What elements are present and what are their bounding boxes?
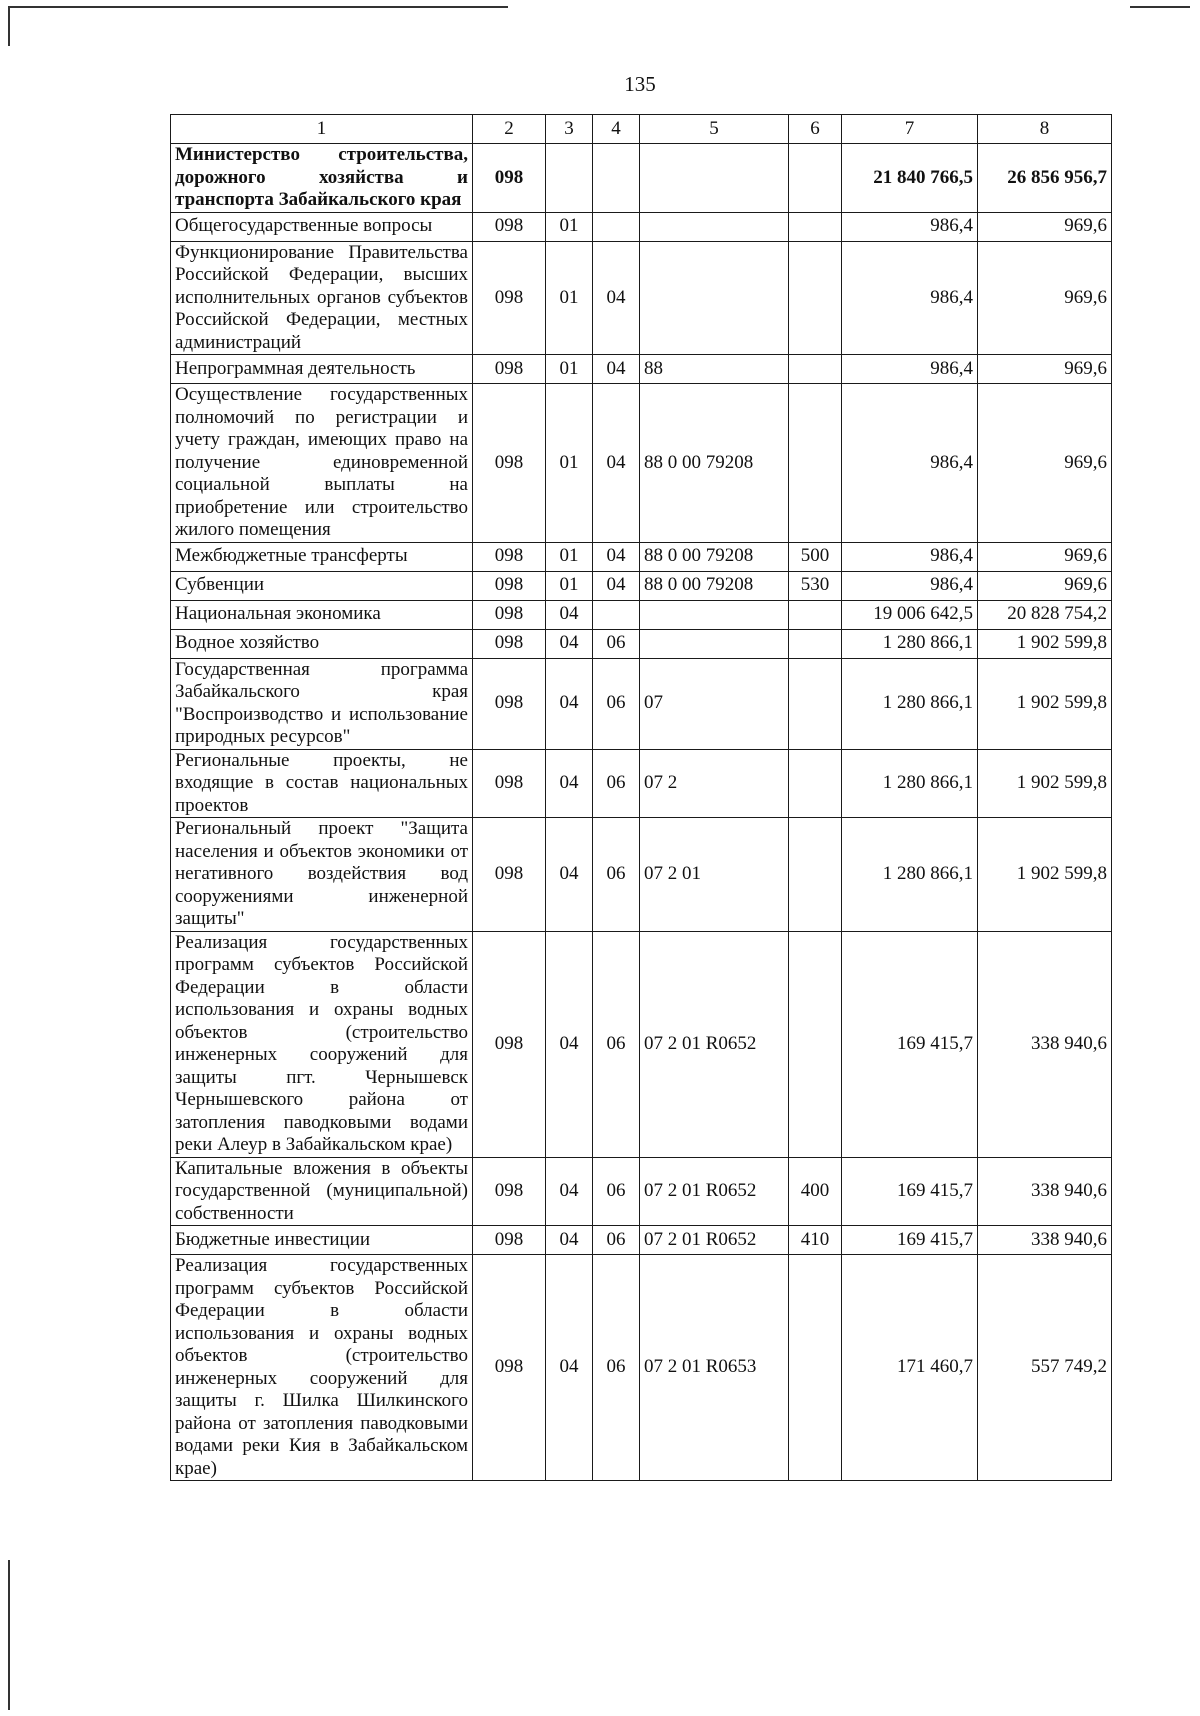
expense-type-cell: 500 [789,542,842,571]
program-code-cell: 07 2 01 R0652 [640,1226,789,1255]
amount-col7-cell: 1 280 866,1 [842,749,978,818]
scan-border-left [8,6,10,46]
col3-cell: 01 [546,571,593,600]
col2-cell: 098 [473,629,546,658]
table-row [171,600,1112,629]
col4-cell: 04 [593,542,640,571]
col4-cell: 04 [593,571,640,600]
table-row [171,384,1112,543]
amount-col7-cell: 986,4 [842,571,978,600]
amount-col7-cell: 986,4 [842,384,978,543]
column-header-6: 6 [789,115,842,144]
row-name-cell: Непрограммная деятельность [171,355,473,384]
column-header-2: 2 [473,115,546,144]
scan-border-top-right [1130,6,1190,8]
program-code-cell: 07 2 01 R0652 [640,931,789,1157]
budget-table [170,114,1112,1481]
col4-cell: 06 [593,1157,640,1226]
row-name-cell: Общегосударственные вопросы [171,212,473,241]
expense-type-cell [789,355,842,384]
col4-cell: 06 [593,818,640,932]
amount-col7-cell: 1 280 866,1 [842,818,978,932]
scan-border-left-bottom [8,1560,10,1710]
col3-cell: 04 [546,749,593,818]
amount-col7-cell: 986,4 [842,241,978,355]
expense-type-cell [789,658,842,749]
program-code-cell: 88 0 00 79208 [640,542,789,571]
col3-cell: 04 [546,1157,593,1226]
column-header-3: 3 [546,115,593,144]
program-code-cell: 07 2 [640,749,789,818]
amount-col8-cell: 969,6 [978,571,1112,600]
table-row [171,241,1112,355]
amount-col7-cell: 1 280 866,1 [842,658,978,749]
column-header-5: 5 [640,115,789,144]
col2-cell: 098 [473,384,546,543]
row-name-cell: Водное хозяйство [171,629,473,658]
col2-cell: 098 [473,600,546,629]
program-code-cell [640,241,789,355]
amount-col7-cell: 986,4 [842,355,978,384]
amount-col8-cell: 20 828 754,2 [978,600,1112,629]
col2-cell: 098 [473,1255,546,1481]
amount-col8-cell: 1 902 599,8 [978,749,1112,818]
program-code-cell: 88 [640,355,789,384]
program-code-cell: 88 0 00 79208 [640,384,789,543]
col2-cell: 098 [473,749,546,818]
col2-cell: 098 [473,658,546,749]
col4-cell: 04 [593,355,640,384]
table-row [171,1226,1112,1255]
col4-cell: 06 [593,749,640,818]
table-row [171,629,1112,658]
row-name-cell: Капитальные вложения в объекты государственной (муниципальной) собственности [171,1157,473,1226]
table-row [171,818,1112,932]
table-row [171,571,1112,600]
program-code-cell [640,144,789,213]
expense-type-cell [789,629,842,658]
row-name-cell: Бюджетные инвестиции [171,1226,473,1255]
expense-type-cell: 530 [789,571,842,600]
program-code-cell: 88 0 00 79208 [640,571,789,600]
col3-cell: 04 [546,600,593,629]
row-name-cell: Министерство строительства, дорожного хозяйства и транспорта Забайкальского края [171,144,473,213]
expense-type-cell [789,600,842,629]
col2-cell: 098 [473,1226,546,1255]
col4-cell: 06 [593,629,640,658]
expense-type-cell [789,384,842,543]
program-code-cell: 07 2 01 [640,818,789,932]
col4-cell: 06 [593,1255,640,1481]
amount-col8-cell: 338 940,6 [978,1226,1112,1255]
col2-cell: 098 [473,571,546,600]
expense-type-cell [789,241,842,355]
table-row [171,658,1112,749]
expense-type-cell [789,818,842,932]
expense-type-cell [789,212,842,241]
amount-col7-cell: 169 415,7 [842,931,978,1157]
amount-col7-cell: 19 006 642,5 [842,600,978,629]
row-name-cell: Функционирование Правительства Российской Федерации, высших исполнительных органов субъектов Российской Федерации, местных администраций [171,241,473,355]
program-code-cell: 07 2 01 R0652 [640,1157,789,1226]
col3-cell: 04 [546,658,593,749]
col4-cell: 04 [593,384,640,543]
row-name-cell: Национальная экономика [171,600,473,629]
row-name-cell: Межбюджетные трансферты [171,542,473,571]
col2-cell: 098 [473,144,546,213]
row-name-cell: Региональные проекты, не входящие в состав национальных проектов [171,749,473,818]
col4-cell [593,144,640,213]
expense-type-cell: 400 [789,1157,842,1226]
expense-type-cell [789,1255,842,1481]
col3-cell: 04 [546,1255,593,1481]
table-row [171,749,1112,818]
table-row [171,1255,1112,1481]
col3-cell: 04 [546,818,593,932]
amount-col7-cell: 986,4 [842,212,978,241]
amount-col8-cell: 1 902 599,8 [978,658,1112,749]
table-row [171,1157,1112,1226]
table-body [171,144,1112,1481]
row-name-cell: Региональный проект "Защита населения и объектов экономики от негативного воздействия вод сооружениями инженерной защиты" [171,818,473,932]
row-name-cell: Субвенции [171,571,473,600]
amount-col8-cell: 1 902 599,8 [978,818,1112,932]
amount-col8-cell: 557 749,2 [978,1255,1112,1481]
col2-cell: 098 [473,1157,546,1226]
amount-col7-cell: 169 415,7 [842,1157,978,1226]
col4-cell: 06 [593,931,640,1157]
col3-cell: 01 [546,542,593,571]
amount-col7-cell: 171 460,7 [842,1255,978,1481]
row-name-cell: Реализация государственных программ субъектов Российской Федерации в области использования и охраны водных объектов (строительство инженерных сооружений для защиты г. Шилка Шилкинского района от затопления паводковыми водами реки Кия в Забайкальском крае) [171,1255,473,1481]
amount-col8-cell: 338 940,6 [978,931,1112,1157]
col3-cell: 01 [546,384,593,543]
amount-col7-cell: 1 280 866,1 [842,629,978,658]
col4-cell: 06 [593,658,640,749]
col3-cell: 04 [546,931,593,1157]
amount-col7-cell: 986,4 [842,542,978,571]
row-name-cell: Государственная программа Забайкальского края "Воспроизводство и использование природных ресурсов" [171,658,473,749]
program-code-cell: 07 [640,658,789,749]
amount-col8-cell: 969,6 [978,542,1112,571]
table-row [171,144,1112,213]
col2-cell: 098 [473,241,546,355]
col4-cell [593,212,640,241]
table-row [171,355,1112,384]
col2-cell: 098 [473,931,546,1157]
col3-cell [546,144,593,213]
col2-cell: 098 [473,818,546,932]
col2-cell: 098 [473,355,546,384]
column-header-4: 4 [593,115,640,144]
col3-cell: 01 [546,241,593,355]
col3-cell: 04 [546,1226,593,1255]
expense-type-cell [789,144,842,213]
program-code-cell [640,629,789,658]
amount-col8-cell: 969,6 [978,212,1112,241]
expense-type-cell: 410 [789,1226,842,1255]
col2-cell: 098 [473,212,546,241]
col4-cell [593,600,640,629]
amount-col7-cell: 21 840 766,5 [842,144,978,213]
amount-col8-cell: 969,6 [978,241,1112,355]
column-header-7: 7 [842,115,978,144]
row-name-cell: Реализация государственных программ субъектов Российской Федерации в области использования и охраны водных объектов (строительство инженерных сооружений для защиты пгт. Чернышевск Чернышевского района от затопления паводковыми водами реки Алеур в Забайкальском крае) [171,931,473,1157]
col4-cell: 04 [593,241,640,355]
column-header-1: 1 [171,115,473,144]
col4-cell: 06 [593,1226,640,1255]
column-header-8: 8 [978,115,1112,144]
table-row [171,931,1112,1157]
col2-cell: 098 [473,542,546,571]
program-code-cell [640,600,789,629]
col3-cell: 04 [546,629,593,658]
col3-cell: 01 [546,212,593,241]
amount-col8-cell: 969,6 [978,384,1112,543]
table-row [171,542,1112,571]
expense-type-cell [789,931,842,1157]
col3-cell: 01 [546,355,593,384]
table-row [171,212,1112,241]
scan-border-top [8,6,508,8]
header-row [171,115,1112,144]
page-number: 135 [624,72,656,96]
program-code-cell [640,212,789,241]
amount-col8-cell: 26 856 956,7 [978,144,1112,213]
amount-col7-cell: 169 415,7 [842,1226,978,1255]
amount-col8-cell: 338 940,6 [978,1157,1112,1226]
row-name-cell: Осуществление государственных полномочий по регистрации и учету граждан, имеющих право на получение единовременной социальной выплаты на приобретение или строительство жилого помещения [171,384,473,543]
expense-type-cell [789,749,842,818]
amount-col8-cell: 969,6 [978,355,1112,384]
program-code-cell: 07 2 01 R0653 [640,1255,789,1481]
amount-col8-cell: 1 902 599,8 [978,629,1112,658]
